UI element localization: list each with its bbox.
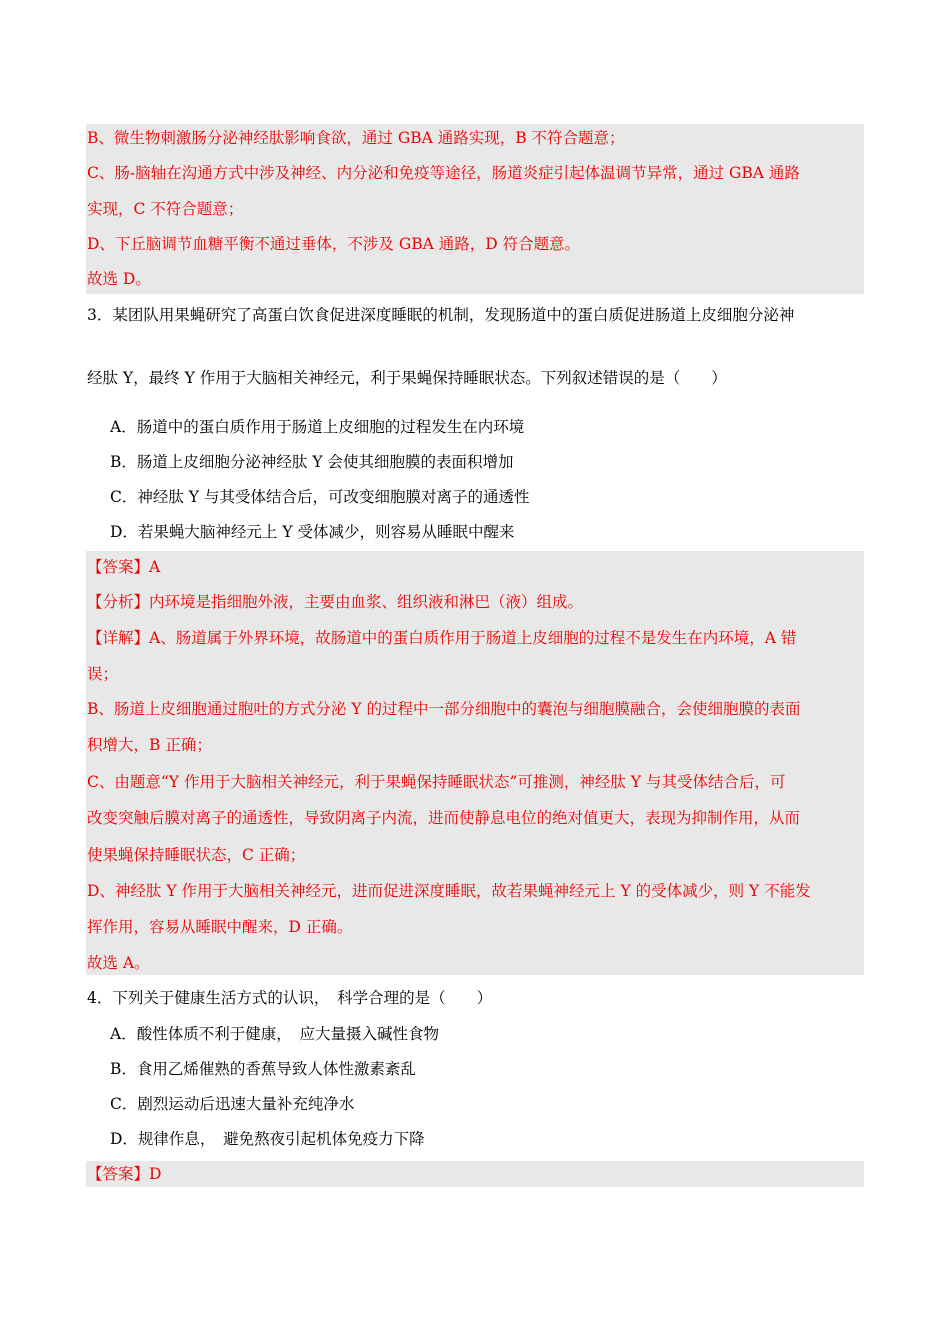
- q3-analysis: 【分析】内环境是指细胞外液，主要由血浆、组织液和淋巴（液）组成。: [87, 593, 584, 611]
- q3-detail-line: D、神经肽 Y 作用于大脑相关神经元，进而促进深度睡眠，故若果蝇神经元上 Y 的受体减少，则 Y 不能发: [87, 882, 811, 900]
- prev-answer-line: C、肠-脑轴在沟通方式中涉及神经、内分泌和免疫等途径，肠道炎症引起体温调节异常，通过 GBA 通路: [87, 164, 800, 182]
- q3-option-c: C．神经肽 Y 与其受体结合后，可改变细胞膜对离子的通透性: [110, 488, 530, 506]
- prev-answer-line: B、微生物刺激肠分泌神经肽影响食欲，通过 GBA 通路实现，B 不符合题意；: [87, 129, 625, 147]
- emphasis-char: 错: [602, 369, 619, 387]
- prev-answer-line: D、下丘脑调节血糖平衡不通过垂体，不涉及 GBA 通路，D 符合题意。: [87, 235, 581, 253]
- q3-stem-text: 经肽 Y，最终 Y 作用于大脑相关神经元，利于果蝇保持睡眠状态。下列叙述: [87, 369, 603, 387]
- q3-detail-line: C、由题意“Y 作用于大脑相关神经元，利于果蝇保持睡眠状态”可推测，神经肽 Y 与其受体结合后，可: [87, 773, 786, 791]
- q3-option-d: D．若果蝇大脑神经元上 Y 受体减少，则容易从睡眠中醒来: [110, 523, 515, 541]
- prev-answer-line: 故选 D。: [87, 270, 151, 288]
- q3-detail-line: 挥作用，容易从睡眠中醒来，D 正确。: [87, 918, 353, 936]
- q4-option-d: D．规律作息， 避免熬夜引起机体免疫力下降: [110, 1130, 425, 1148]
- q3-detail-line: 改变突触后膜对离子的通透性，导致阴离子内流，进而使静息电位的绝对值更大，表现为抑制作用，从而: [87, 809, 801, 827]
- q3-detail-line: 积增大，B 正确；: [87, 736, 212, 754]
- q4-option-a: A．酸性体质不利于健康， 应大量摄入碱性食物: [110, 1025, 439, 1043]
- q3-detail-line: 【详解】A、肠道属于外界环境，故肠道中的蛋白质作用于肠道上皮细胞的过程不是发生在内环境，A 错: [87, 629, 797, 647]
- q3-detail-line: 故选 A。: [87, 954, 150, 972]
- q4-option-b: B．食用乙烯催熟的香蕉导致人体性激素紊乱: [110, 1060, 416, 1078]
- emphasis-char: 误: [618, 369, 634, 387]
- q3-option-b: B．肠道上皮细胞分泌神经肽 Y 会使其细胞膜的表面积增加: [110, 453, 514, 471]
- prev-answer-line: 实现，C 不符合题意；: [87, 200, 244, 218]
- q3-option-a: A．肠道中的蛋白质作用于肠道上皮细胞的过程发生在内环境: [110, 418, 525, 436]
- q3-detail-line: 使果蝇保持睡眠状态，C 正确；: [87, 846, 306, 864]
- q4-answer: 【答案】D: [87, 1165, 162, 1183]
- q3-detail-line: B、肠道上皮细胞通过胞吐的方式分泌 Y 的过程中一部分细胞中的囊泡与细胞膜融合，会使细胞膜的表面: [87, 700, 801, 718]
- q4-stem: 4．下列关于健康生活方式的认识， 科学合理的是（ ）: [87, 989, 493, 1007]
- q3-answer: 【答案】A: [87, 558, 161, 576]
- q4-option-c: C．剧烈运动后迅速大量补充纯净水: [110, 1095, 355, 1113]
- q3-stem-line1: 3．某团队用果蝇研究了高蛋白饮食促进深度睡眠的机制，发现肠道中的蛋白质促进肠道上皮细胞分泌神: [87, 306, 795, 324]
- q3-stem-text: 的是（ ）: [633, 369, 727, 387]
- q3-stem-line2: [87, 361, 864, 395]
- q3-detail-line: 误；: [87, 665, 119, 683]
